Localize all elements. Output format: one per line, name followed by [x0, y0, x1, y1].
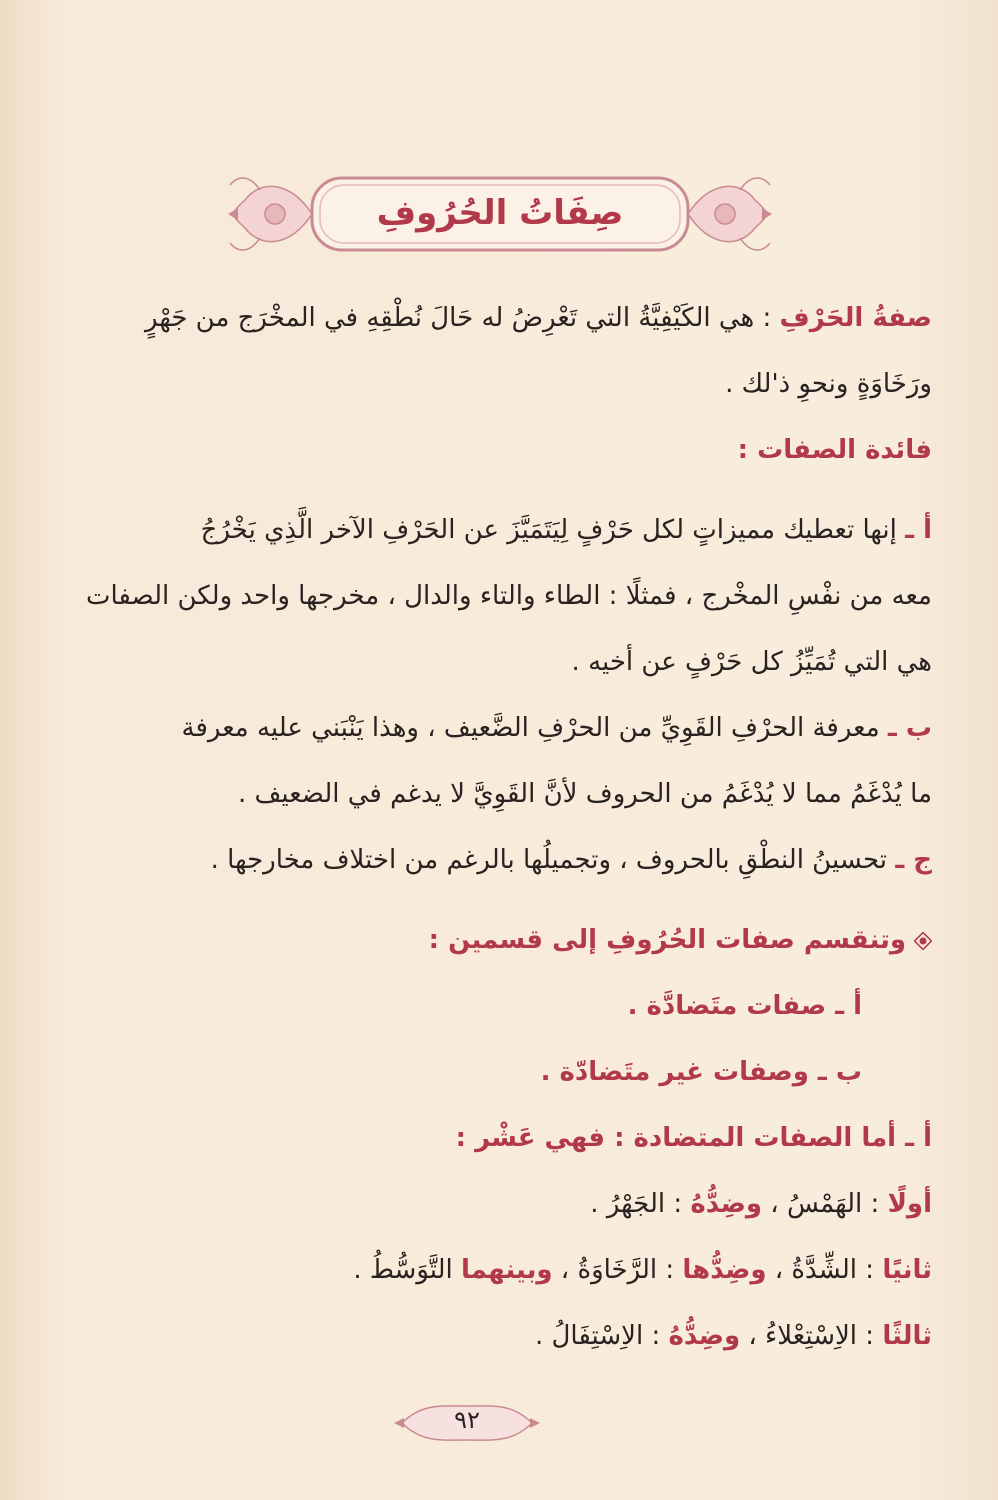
definition-term: صفةُ الحَرْفِ [779, 303, 932, 333]
opposite-1-line: أولًا : الهَمْسُ ، وضِدُّهُ : الجَهْرُ . [590, 1189, 932, 1219]
benefit-a-label: أ ـ [905, 515, 932, 545]
benefits-heading: فائدة الصفات : [737, 435, 932, 465]
page-number: ٩٢ [454, 1406, 480, 1434]
definition-line-1 [60, 285, 932, 351]
definition-line-2: ورَخَاوَةٍ ونحوِ ذ'لك . [725, 369, 932, 399]
benefit-b-line-1: ب ـ معرفة الحرْفِ القَوِيِّ من الحرْفِ الضَّعيف ، وهذا يَنْبَني عليه معرفة [181, 713, 932, 743]
page-body [60, 285, 932, 1369]
page-number-badge [392, 1398, 542, 1448]
benefit-a-line-3: هي التي تُمَيِّزُ كل حَرْفٍ عن أخيه . [571, 647, 932, 677]
flower-bullet-icon [914, 932, 932, 950]
division-item-1: أ ـ صفات متَضادَّة . [627, 991, 862, 1021]
benefit-b-line-2: ما يُدْغَمُ مما لا يُدْغَمُ من الحروف لأنَّ القَوِيَّ لا يدغم في الضعيف . [237, 779, 932, 809]
benefit-c-label: ج ـ [895, 845, 932, 875]
definition-text: : هي الكَيْفِيَّةُ التي تَعْرِضُ له حَالَ نُطْقِهِ في المخْرَج من جَهْرٍ [145, 303, 780, 333]
benefit-b-label: ب ـ [887, 713, 932, 743]
division-heading: وتنقسم صفات الحُرُوفِ إلى قسمين : [60, 907, 932, 973]
benefit-a-line-1: أ ـ إنها تعطيك مميزاتٍ لكل حَرْفٍ لِيَتَمَيَّزَ عن الحَرْفِ الآخر الَّذِي يَخْرُجُ [200, 515, 932, 545]
benefit-c-line: ج ـ تحسينُ النطْقِ بالحروف ، وتجميلُها بالرغم من اختلاف مخارجها . [210, 845, 932, 875]
page-title: صِفَاتُ الحُرُوفِ [376, 193, 624, 233]
opposite-3-line: ثالثًا : الاِسْتِعْلاءُ ، وضِدُّهُ : الاِسْتِفَالُ . [535, 1321, 932, 1351]
opposite-2-line: ثانيًا : الشِّدَّةُ ، وضِدُّها : الرَّخَاوَةُ ، وبينهما التَّوَسُّطُ . [353, 1255, 932, 1285]
division-item-2: ب ـ وصفات غير متَضادّة . [540, 1057, 862, 1087]
title-ornament-frame [220, 160, 780, 270]
opposites-heading: أ ـ أما الصفات المتضادة : فهي عَشْر : [455, 1123, 932, 1153]
benefit-a-line-2: معه من نفْسِ المخْرج ، فمثلًا : الطاء والتاء والدال ، مخرجها واحد ولكن الصفات [85, 581, 932, 611]
